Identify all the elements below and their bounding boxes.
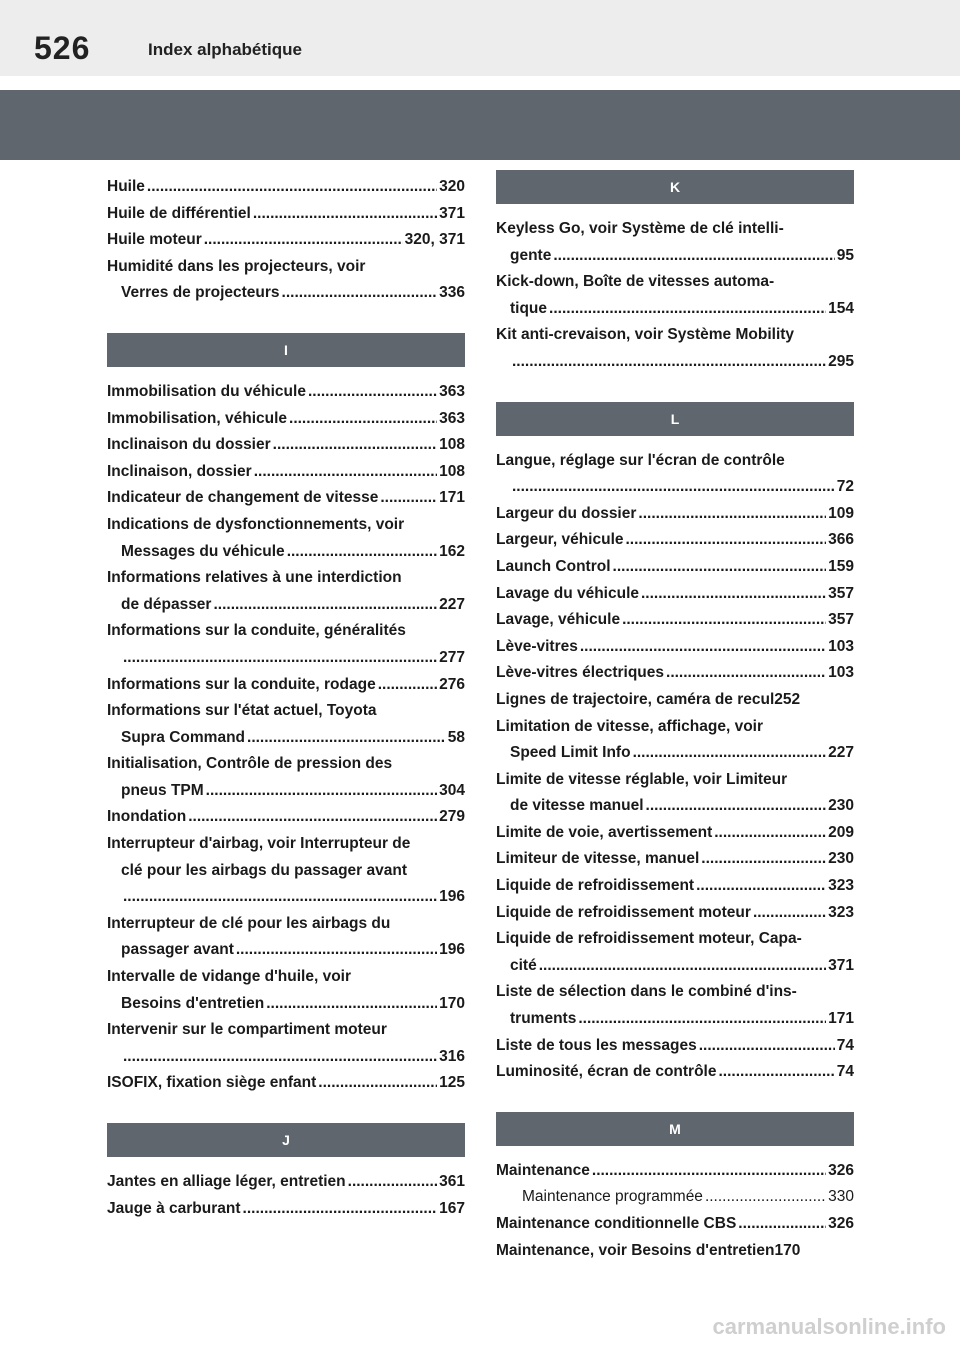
entry-text: Intervalle de vidange d'huile, voir: [107, 968, 352, 986]
dot-leader: [714, 820, 826, 847]
index-entry: [496, 1158, 854, 1185]
index-entry: [107, 565, 465, 592]
index-entry: [107, 1070, 465, 1097]
dot-leader: [188, 804, 437, 831]
entry-text: Huile: [107, 178, 145, 195]
index-entry: [496, 1059, 854, 1086]
index-entry: [496, 581, 854, 608]
index-entry: [496, 1211, 854, 1238]
dot-leader: [592, 1158, 826, 1185]
index-entry: [496, 900, 854, 927]
entry-page: 336: [439, 284, 465, 302]
dot-leader: [553, 243, 834, 270]
entry-text: Maintenance programmée: [522, 1188, 703, 1206]
dot-leader: [236, 937, 437, 964]
entry-page: 103: [828, 637, 854, 655]
entry-text: Kit anti-crevaison, voir Système Mobility: [496, 326, 795, 344]
entry-text: Launch Control: [496, 557, 611, 575]
entry-page: 196: [439, 888, 465, 906]
entry-text: Interrupteur de clé pour les airbags du: [107, 914, 391, 932]
index-entry: [107, 539, 465, 566]
section-header-l: L: [496, 402, 854, 436]
index-entry: [496, 767, 854, 794]
entry-page: 74: [836, 1063, 854, 1081]
index-entry: [496, 216, 854, 243]
dot-leader: [613, 554, 827, 581]
entry-text: Supra Command: [121, 728, 246, 746]
index-entry: [496, 296, 854, 323]
dot-leader: [348, 1169, 437, 1196]
page-title: Index alphabétique: [148, 40, 302, 59]
section-h: [107, 174, 465, 307]
index-entry: [107, 254, 465, 281]
index-entry: [496, 1033, 854, 1060]
index-entry: [496, 846, 854, 873]
entry-page: 371: [439, 204, 465, 222]
index-entry: [107, 964, 465, 991]
dot-leader: [512, 349, 826, 376]
entry-page: 154: [828, 299, 854, 317]
index-entry: [496, 820, 854, 847]
entry-page: 209: [828, 823, 854, 841]
index-entry: [496, 926, 854, 953]
entry-text: Immobilisation du véhicule: [107, 382, 306, 400]
right-column: [496, 166, 854, 1264]
dot-leader: [696, 873, 826, 900]
dot-leader: [622, 607, 826, 634]
index-entry: [496, 979, 854, 1006]
entry-page: 279: [439, 808, 465, 826]
entry-text: Lève-vitres électriques: [496, 664, 665, 682]
index-entry: [496, 714, 854, 741]
dot-leader: [247, 725, 446, 752]
index-entry: [107, 645, 465, 672]
entry-page: 366: [828, 531, 854, 549]
index-entry: [496, 607, 854, 634]
entry-text: Inclinaison, dossier: [107, 462, 252, 480]
entry-text: Liquide de refroidissement moteur: [496, 903, 751, 921]
dot-leader: [580, 634, 826, 661]
entry-text: Largeur, véhicule: [496, 531, 624, 549]
index-entry: [107, 618, 465, 645]
index-entry: [496, 501, 854, 528]
entry-text: Informations sur la conduite, généralités: [107, 622, 406, 640]
dot-leader: [638, 501, 826, 528]
index-entry: [107, 459, 465, 486]
index-entry: [107, 858, 465, 885]
index-entry: [107, 512, 465, 539]
dot-leader: [738, 1211, 826, 1238]
index-entry: [496, 474, 854, 501]
entry-text: Initialisation, Contrôle de pression des: [107, 755, 393, 773]
entry-text: Huile de différentiel: [107, 204, 251, 222]
entry-page: 326: [828, 1215, 854, 1232]
entry-page: 363: [439, 382, 465, 400]
entry-text: Speed Limit Info: [510, 744, 631, 762]
index-entry: [496, 793, 854, 820]
entry-text: clé pour les airbags du passager avant: [121, 861, 408, 879]
dot-leader: [123, 645, 437, 672]
entry-text: Limitation de vitesse, affichage, voir: [496, 717, 764, 735]
entry-page: 72: [836, 478, 854, 496]
index-entry: [496, 1184, 854, 1211]
index-entry: [496, 740, 854, 767]
dot-leader: [633, 740, 827, 767]
index-entry: [107, 911, 465, 938]
index-entry: [107, 831, 465, 858]
entry-page: 326: [828, 1161, 854, 1179]
header-band: [0, 90, 960, 160]
entry-text: Huile moteur: [107, 231, 202, 249]
dot-leader: [512, 474, 835, 501]
index-entry: [496, 687, 854, 714]
entry-text: cité: [510, 956, 537, 974]
index-entry: [496, 322, 854, 349]
entry-page: 125: [439, 1074, 465, 1092]
index-entry: [107, 227, 465, 254]
entry-page: 170: [439, 994, 465, 1012]
index-entry: [107, 672, 465, 699]
dot-leader: [699, 1033, 835, 1060]
index-entry: [107, 1044, 465, 1071]
dot-leader: [753, 900, 826, 927]
entry-text: Lève-vitres: [496, 637, 578, 655]
entry-text: Limite de voie, avertissement: [496, 823, 713, 841]
index-entry: [107, 174, 465, 201]
entry-page: 159: [828, 557, 854, 575]
entry-page: 108: [439, 436, 465, 454]
left-column: [107, 166, 465, 1222]
dot-leader: [539, 953, 826, 980]
entry-page: 109: [828, 504, 854, 522]
entry-text: de vitesse manuel: [510, 797, 644, 815]
watermark: carmanualsonline.info: [712, 1314, 946, 1339]
entry-text: Informations sur l'état actuel, Toyota: [107, 702, 377, 720]
index-entry: [496, 953, 854, 980]
entry-text: truments: [510, 1010, 577, 1028]
entry-page: 74: [836, 1036, 854, 1054]
index-entry: [107, 937, 465, 964]
dot-leader: [204, 227, 403, 254]
entry-page: 295: [828, 352, 854, 370]
index-entry: [496, 660, 854, 687]
entry-text: Verres de projecteurs: [121, 284, 280, 302]
section-header-k: K: [496, 170, 854, 204]
entry-text: Limite de vitesse réglable, voir Limiteur: [496, 770, 788, 788]
entry-text: Besoins d'entretien: [121, 994, 265, 1012]
index-entry: [496, 1238, 854, 1265]
dot-leader: [123, 1044, 437, 1071]
page-header: [0, 0, 960, 76]
entry-text: Luminosité, écran de contrôle: [496, 1063, 717, 1081]
dot-leader: [641, 581, 826, 608]
entry-text: Kick-down, Boîte de vitesses automa-: [496, 273, 775, 291]
entry-page: 323: [828, 877, 854, 895]
dot-leader: [378, 672, 437, 699]
section-m: [496, 1158, 854, 1264]
entry-page: 58: [447, 728, 465, 746]
entry-text: gente: [510, 246, 552, 264]
entry-text: Interrupteur d'airbag, voir Interrupteur de: [107, 835, 411, 853]
entry-text: Inondation: [107, 808, 187, 826]
page-number: 526: [34, 30, 91, 66]
dot-leader: [380, 485, 437, 512]
entry-page: 357: [828, 611, 854, 629]
entry-text: Liste de sélection dans le combiné d'ins-: [496, 983, 797, 1001]
entry-page: 171: [828, 1010, 854, 1028]
index-entry: [496, 1006, 854, 1033]
index-entry: [107, 1196, 465, 1223]
entry-page: 330: [828, 1188, 854, 1206]
index-entry: [496, 634, 854, 661]
entry-text: Maintenance, voir Besoins d'entretien170: [496, 1241, 801, 1259]
section-k: [496, 216, 854, 376]
index-entry: [107, 201, 465, 228]
index-entry: [107, 1169, 465, 1196]
entry-text: Inclinaison du dossier: [107, 436, 271, 454]
entry-page: 363: [439, 409, 465, 427]
dot-leader: [646, 793, 827, 820]
index-entry: [107, 884, 465, 911]
entry-page: 167: [439, 1199, 465, 1217]
entry-text: Jantes en alliage léger, entretien: [107, 1173, 346, 1190]
entry-text: ISOFIX, fixation siège enfant: [107, 1074, 317, 1092]
entry-text: Messages du véhicule: [121, 542, 285, 560]
entry-text: passager avant: [121, 941, 234, 959]
entry-page: 108: [439, 462, 465, 480]
entry-text: de dépasser: [121, 595, 212, 613]
index-entry: [107, 698, 465, 725]
entry-text: Langue, réglage sur l'écran de contrôle: [496, 451, 785, 469]
dot-leader: [254, 459, 437, 486]
entry-text: Liquide de refroidissement moteur, Capa-: [496, 930, 802, 948]
entry-page: 371: [828, 956, 854, 974]
dot-leader: [282, 280, 438, 307]
index-entry: [496, 243, 854, 270]
index-entry: [107, 280, 465, 307]
entry-text: Keyless Go, voir Système de clé intelli-: [496, 220, 784, 237]
dot-leader: [549, 296, 826, 323]
entry-text: Immobilisation, véhicule: [107, 409, 288, 427]
entry-page: 320, 371: [404, 231, 465, 249]
dot-leader: [666, 660, 826, 687]
entry-page: 361: [439, 1173, 465, 1190]
dot-leader: [578, 1006, 826, 1033]
index-entry: [107, 991, 465, 1018]
section-j: [107, 1169, 465, 1222]
entry-text: Largeur du dossier: [496, 504, 637, 522]
entry-page: 277: [439, 648, 465, 666]
index-entry: [496, 448, 854, 475]
entry-text: Indications de dysfonctionnements, voir: [107, 515, 405, 533]
index-entry: [496, 527, 854, 554]
dot-leader: [273, 432, 437, 459]
section-header-j: J: [107, 1123, 465, 1157]
entry-text: Humidité dans les projecteurs, voir: [107, 257, 366, 275]
entry-page: 171: [439, 489, 465, 507]
dot-leader: [719, 1059, 835, 1086]
dot-leader: [705, 1184, 826, 1211]
entry-text: Indicateur de changement de vitesse: [107, 489, 379, 507]
index-entry: [496, 269, 854, 296]
index-entry: [107, 778, 465, 805]
dot-leader: [147, 174, 437, 201]
dot-leader: [266, 991, 437, 1018]
index-entry: [107, 751, 465, 778]
entry-page: 95: [836, 246, 854, 264]
entry-page: 320: [439, 178, 465, 195]
dot-leader: [213, 592, 437, 619]
entry-page: 196: [439, 941, 465, 959]
entry-text: pneus TPM: [121, 781, 204, 799]
entry-text: Lignes de trajectoire, caméra de recul252: [496, 690, 801, 708]
section-l: [496, 448, 854, 1086]
entry-text: Intervenir sur le compartiment moteur: [107, 1021, 387, 1039]
entry-page: 230: [828, 797, 854, 815]
entry-page: 276: [439, 675, 465, 693]
entry-text: tique: [510, 299, 548, 317]
entry-text: Limiteur de vitesse, manuel: [496, 850, 700, 868]
index-entry: [107, 592, 465, 619]
dot-leader: [289, 406, 437, 433]
entry-page: 230: [828, 850, 854, 868]
index-entry: [496, 349, 854, 376]
entry-page: 316: [439, 1047, 465, 1065]
entry-text: Informations relatives à une interdiction: [107, 569, 402, 587]
entry-page: 162: [439, 542, 465, 560]
index-entry: [496, 554, 854, 581]
dot-leader: [626, 527, 827, 554]
index-entry: [496, 873, 854, 900]
index-entry: [107, 406, 465, 433]
index-entry: [107, 1017, 465, 1044]
entry-page: 357: [828, 584, 854, 602]
index-entry: [107, 725, 465, 752]
entry-text: Liste de tous les messages: [496, 1036, 697, 1054]
entry-page: 323: [828, 903, 854, 921]
dot-leader: [206, 778, 437, 805]
entry-page: 227: [828, 744, 854, 762]
entry-text: Lavage du véhicule: [496, 584, 639, 602]
section-header-i: I: [107, 333, 465, 367]
dot-leader: [308, 379, 437, 406]
dot-leader: [123, 884, 437, 911]
index-entry: [107, 379, 465, 406]
index-entry: [107, 804, 465, 831]
dot-leader: [701, 846, 826, 873]
entry-page: 304: [439, 781, 465, 799]
entry-text: Liquide de refroidissement: [496, 877, 695, 895]
dot-leader: [287, 539, 437, 566]
entry-text: Jauge à carburant: [107, 1199, 241, 1217]
dot-leader: [318, 1070, 437, 1097]
entry-text: Lavage, véhicule: [496, 611, 621, 629]
entry-text: Informations sur la conduite, rodage: [107, 675, 376, 693]
entry-text: Maintenance: [496, 1161, 590, 1179]
entry-page: 103: [828, 664, 854, 682]
entry-text: Maintenance conditionnelle CBS: [496, 1215, 737, 1232]
dot-leader: [243, 1196, 438, 1223]
index-entry: [107, 485, 465, 512]
dot-leader: [253, 201, 437, 228]
section-i: [107, 379, 465, 1097]
entry-page: 227: [439, 595, 465, 613]
section-header-m: M: [496, 1112, 854, 1146]
index-entry: [107, 432, 465, 459]
